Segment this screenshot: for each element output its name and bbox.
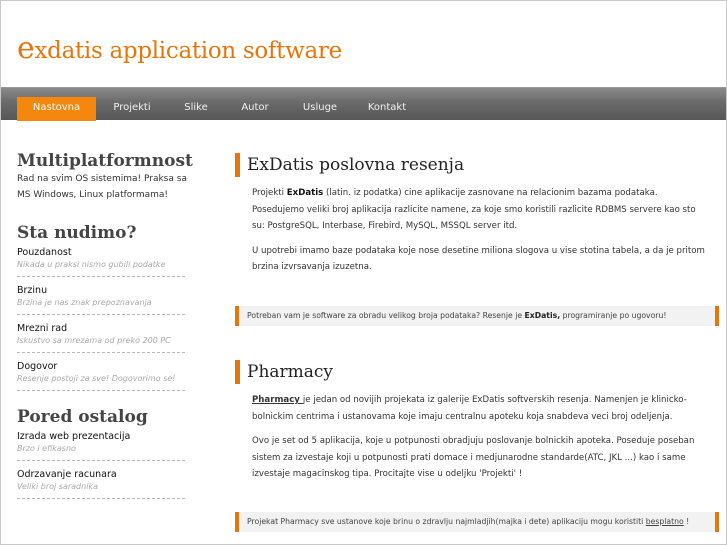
multiplatform-heading: Multiplatformnost [17,151,193,171]
section-paragraph [252,185,710,235]
offer-item-title: Mrezni rad [17,323,68,334]
nav-label: Usluge [302,102,338,113]
nav-item-usluge[interactable] [292,97,348,121]
header [1,1,726,87]
text-span: je jedan od novijih projekata iz galerije ExDatis softverskih resenja. Namenjen je klinicko-bolnickim centrima i ustanovama koje imaju centralnu apoteku koja snabdeva veci broj odeljenja. [252,395,687,422]
offer-heading: Sta nudimo? [17,223,137,243]
text-span: Potreban vam je software za obradu velikog broja podataka? Resenje je [247,311,525,320]
callout-banner [235,306,719,326]
list-item [17,243,185,277]
offer-item-subtitle: Resenje postoji za sve! Dogovorimo se! [17,374,176,383]
text-span: Projekti [252,188,287,198]
offer-item-title: Dogovor [17,361,58,372]
nav-label: Nastovna [32,102,81,113]
other-item-subtitle: Brzo i efikasno [17,444,76,453]
text-span: (latin. iz podatka) cine aplikacije zasnovane na relacionim bazama podataka. Posedujemo veliki broj aplikacija razlicite namene, za koje smo koristili razlicite RDBMS servere kao sto su: PostgreSQL, Interbase, Firebird, MySQL, MSSQL server itd. [252,188,696,231]
other-item-subtitle: Veliki broj saradnika [17,482,98,491]
offer-item-title: Pouzdanost [17,247,72,258]
list-item [17,319,185,353]
brand-name: ExDatis [286,188,324,198]
nav-item-kontakt[interactable] [358,97,416,121]
pharmacy-link[interactable]: Pharmacy [252,395,303,405]
section-paragraph [252,392,710,425]
nav-item-autor[interactable] [232,97,278,121]
nav-item-nastovna[interactable] [17,97,96,121]
text-span: Projekat Pharmacy sve ustanove koje brinu o zdravlju najmladjih(majka i dete) aplikaciju mogu koristiti [247,517,646,526]
list-item [17,281,185,315]
offer-item-subtitle: Iskustvo sa mrezama od preko 200 PC [17,336,171,345]
list-item [17,357,185,391]
section-title: ExDatis poslovna resenja [235,153,713,177]
multiplatform-text: Rad na svim OS sistemima! Praksa sa MS Windows, Linux platformama! [17,174,187,200]
section-paragraph: Ovo je set od 5 aplikacija, koje u potpunosti obradjuju poslovanje bolnickih apoteka. Poseduje poseban sistem za izvestaje koji u potpunosti prati domace i medjunarodne standarde(ATC, JKL ...) kao i same izvestaje magacinskog tipa. Procitajte vise u odeljku 'Projekti' ! [252,436,695,479]
nav-label: Slike [184,102,208,113]
offer-item-title: Brzinu [17,285,48,296]
other-item-title: Odrzavanje racunara [17,469,117,480]
nav-item-projekti[interactable] [104,97,160,121]
main-nav [1,87,726,120]
site-logo[interactable] [17,31,342,66]
free-link[interactable]: besplatno [645,517,684,526]
other-item-title: Izrada web prezentacija [17,431,131,442]
list-item [17,427,185,461]
sidebar [17,151,193,503]
offer-item-subtitle: Nikada u praksi nismo gubili podatke [17,260,166,269]
logo-text: xdatis application software [34,38,342,64]
nav-label: Projekti [113,102,151,113]
text-span: programiranje po ugovoru! [560,311,667,320]
section-paragraph: U upotrebi imamo baze podataka koje nose desetine miliona slogova u vise stotina tabela, a da je pritom brzina izvrsavanja izuzetna. [252,245,705,272]
logo-initial: e [17,31,35,66]
brand-name: ExDatis, [524,311,561,320]
list-item [17,465,185,499]
section-exdatis [235,153,713,284]
callout-banner [235,512,719,532]
other-heading: Pored ostalog [17,407,148,427]
nav-label: Kontakt [367,102,407,113]
section-pharmacy [235,360,713,491]
offer-item-subtitle: Brzina je nas znak prepoznavanja [17,298,152,307]
text-span: ! [683,517,690,526]
section-title: Pharmacy [235,360,713,384]
nav-item-slike[interactable] [173,97,219,121]
nav-label: Autor [241,102,269,113]
